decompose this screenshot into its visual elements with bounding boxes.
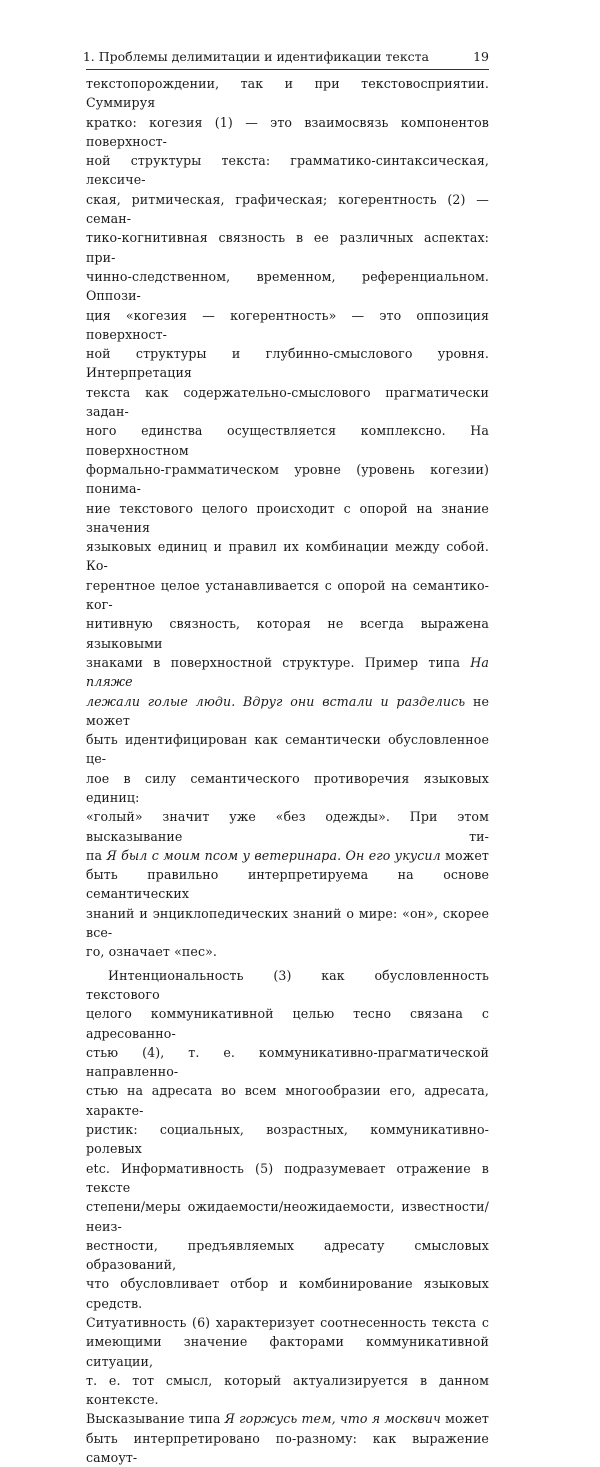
text-line: [86, 904, 489, 943]
text-run: целого коммуникативной целью тесно связана с адресованно-: [86, 1006, 489, 1041]
text-line: [86, 769, 489, 808]
text-line: [86, 190, 489, 229]
text-line: [86, 113, 489, 152]
text-run: лое в силу семантического противоречия языковых единиц:: [86, 770, 489, 805]
text-run: быть правильно интерпретируема на основе семантических: [86, 867, 489, 902]
text-run: ной структуры текста: грамматико-синтаксическая, лексиче-: [86, 153, 489, 188]
text-line: [86, 1371, 489, 1410]
text-line: [86, 966, 489, 1005]
italic-example: На пляже: [86, 654, 489, 690]
text-run: нитивную связность, которая не всегда выражена языковыми: [86, 616, 489, 651]
text-run: Интенциональность (3) как обусловленность текстового: [86, 967, 489, 1002]
text-run: го, означает «пес».: [86, 944, 218, 960]
text-run: ристик: социальных, возрастных, коммуникативно-ролевых: [86, 1122, 489, 1157]
text-run: Высказывание типа: [86, 1411, 225, 1427]
italic-example: лежали голые люди. Вдруг они встали и разделись: [86, 693, 466, 709]
text-line: [86, 1429, 489, 1467]
text-run: не может: [86, 693, 489, 728]
text-run: па: [86, 847, 107, 863]
text-line: [86, 228, 489, 267]
text-line: [86, 1409, 489, 1428]
text-run: т. е. тот смысл, который актуализируется в данном контексте.: [86, 1372, 489, 1408]
text-run: ной структуры и глубинно-смыслового уровня. Интерпретация: [86, 346, 489, 381]
text-line: [86, 1159, 489, 1198]
text-line: [86, 1043, 489, 1082]
text-line: [86, 1236, 489, 1275]
text-line: [86, 846, 489, 865]
text-run: Ситуативность (6) характеризует соотнесенность текста с: [86, 1315, 489, 1330]
text-line: [86, 267, 489, 306]
text-run: имеющими значение факторами коммуникативной ситуации,: [86, 1334, 489, 1369]
text-run: ская, ритмическая, графическая; когерентность (2) — семан-: [86, 191, 489, 227]
italic-example: Я был с моим псом у ветеринара. Он его укусил: [106, 847, 441, 863]
text-line: [86, 807, 489, 846]
text-line: [86, 1004, 489, 1043]
text-run: вестности, предъявляемых адресату смысловых образований,: [86, 1237, 489, 1273]
text-line: [86, 151, 489, 190]
paragraph-1: [86, 74, 489, 962]
text-run: языковых единиц и правил их комбинации между собой. Ко-: [86, 539, 489, 574]
text-run: степени/меры ожидаемости/неожидаемости, известности/неиз-: [86, 1199, 489, 1234]
text-run: ного единства осуществляется комплексно. На поверхностном: [86, 423, 489, 458]
paragraph-2: [86, 966, 489, 1467]
running-title: 1. Проблемы делимитации и идентификации текста: [82, 49, 429, 64]
text-run: etc. Информативность (5) подразумевает отражение в тексте: [86, 1160, 489, 1195]
text-run: формально-грамматическом уровне (уровень когезии) понима-: [86, 461, 489, 497]
text-line: [86, 576, 489, 615]
text-line: [86, 306, 489, 345]
running-header: [82, 48, 489, 66]
text-run: быть идентифицирован как семантически обусловленное це-: [86, 732, 489, 767]
text-line: [86, 74, 489, 113]
text-run: кратко: когезия (1) — это взаимосвязь компонентов поверхност-: [86, 114, 489, 149]
text-run: что обусловливает отбор и комбинирование языковых средств.: [86, 1276, 489, 1311]
text-run: ция «когезия — когерентность» — это оппозиция поверхност-: [86, 307, 489, 342]
text-line: [86, 730, 489, 769]
header-rule: [86, 69, 489, 70]
italic-example: Я горжусь тем, что я москвич: [224, 1411, 441, 1427]
text-run: быть интерпретировано по-разному: как выражение самоут-: [86, 1430, 489, 1466]
text-line: [86, 1313, 489, 1332]
text-line: [86, 1120, 489, 1159]
text-line: [86, 537, 489, 576]
text-line: [86, 344, 489, 383]
text-line: [86, 460, 489, 499]
text-line: [86, 653, 489, 692]
text-line: [86, 865, 489, 904]
body-text: [86, 74, 489, 1467]
text-run: текста как содержательно-смыслового прагматически задан-: [86, 384, 489, 420]
text-line: [86, 383, 489, 422]
text-line: [86, 499, 489, 538]
text-run: знаний и энциклопедических знаний о мире: «он», скорее все-: [86, 905, 489, 941]
text-run: ние текстового целого происходит с опорой на знание значения: [86, 500, 489, 535]
text-line: [86, 614, 489, 653]
text-run: герентное целое устанавливается с опорой на семантико-ког-: [86, 577, 489, 613]
text-run: стью на адресата во всем многообразии его, адресата, характе-: [86, 1083, 489, 1118]
text-line: [86, 1332, 489, 1371]
text-line: [86, 1197, 489, 1236]
page-number: 19: [473, 49, 489, 64]
text-line: [86, 942, 489, 961]
text-run: тико-когнитивная связность в ее различных аспектах: при-: [86, 230, 489, 265]
text-run: знаками в поверхностной структуре. Пример типа: [86, 654, 471, 670]
text-line: [86, 1081, 489, 1120]
text-run: текстопорождении, так и при текстовосприятии. Суммируя: [86, 76, 489, 111]
text-run: может: [440, 847, 489, 863]
text-run: стью (4), т. е. коммуникативно-прагматической направленно-: [86, 1044, 489, 1080]
text-run: может: [440, 1411, 489, 1427]
text-run: «голый» значит уже «без одежды». При этом высказывание ти-: [86, 809, 489, 844]
text-line: [86, 1274, 489, 1313]
text-line: [86, 692, 489, 731]
text-run: чинно-следственном, временном, референциальном. Оппози-: [86, 268, 489, 304]
text-line: [86, 421, 489, 460]
